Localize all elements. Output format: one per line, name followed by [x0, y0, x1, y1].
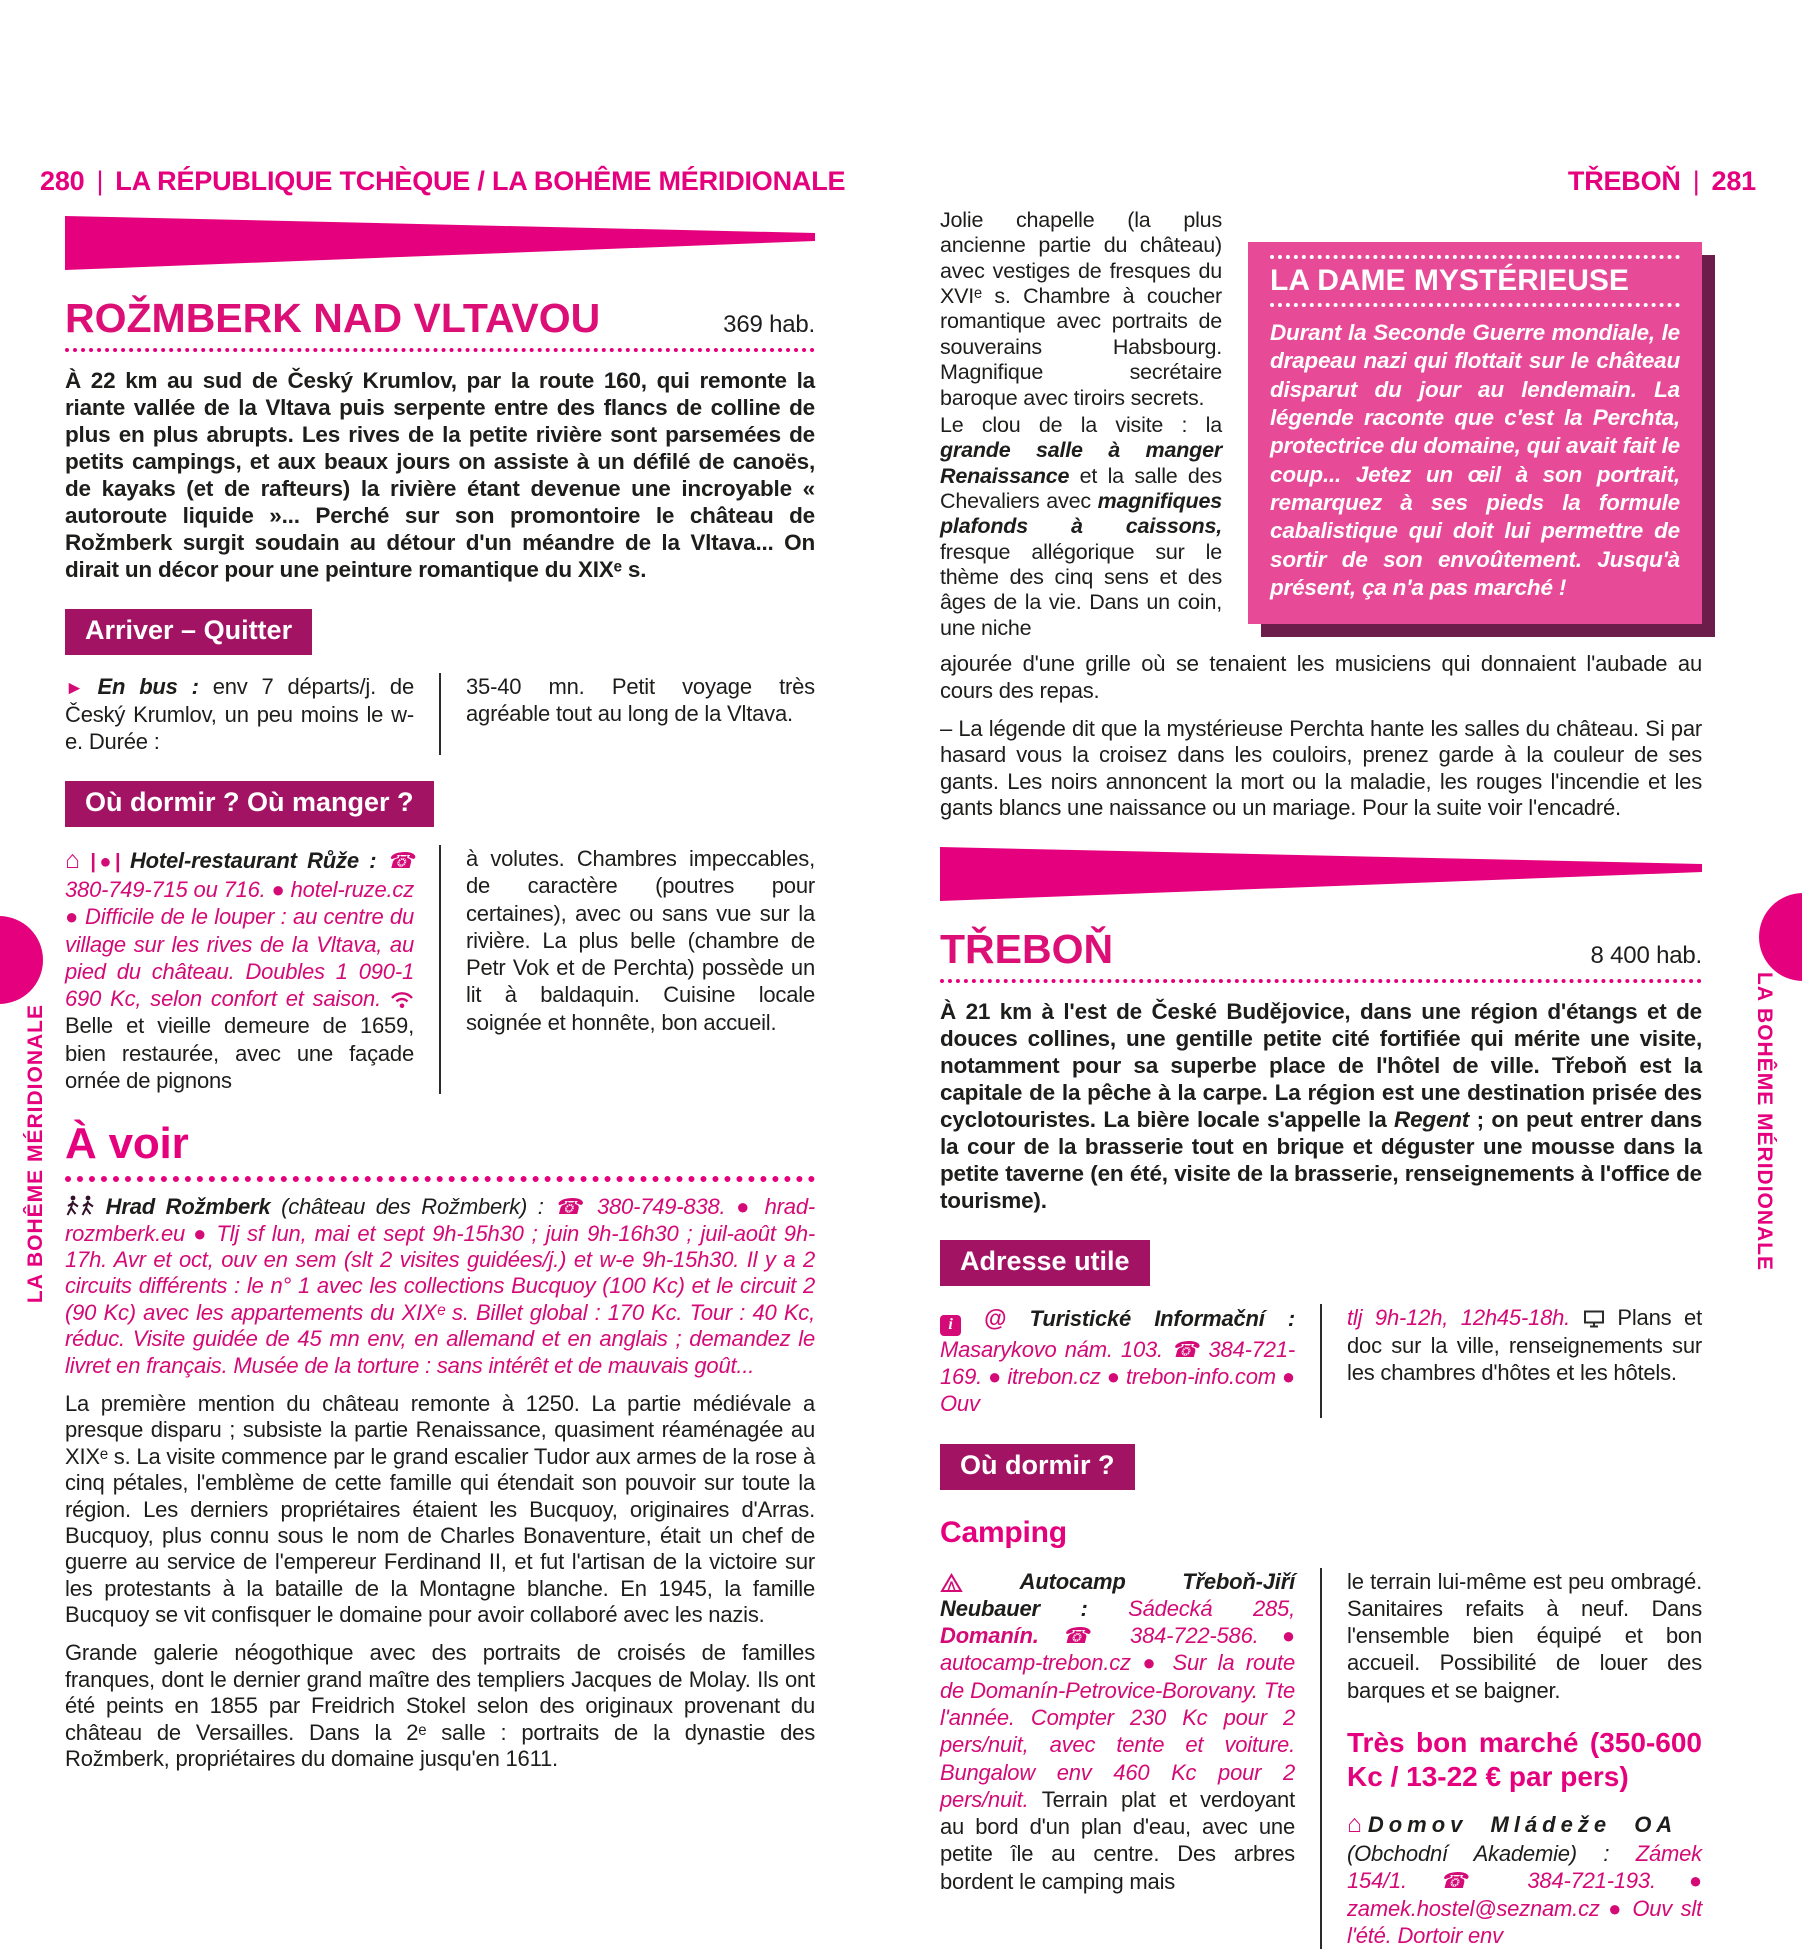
- tourist-info-entry: [940, 1304, 1295, 1417]
- opening-hours: tlj 9h-12h, 12h45-18h.: [1347, 1305, 1583, 1331]
- white-dotted-rule: [1270, 303, 1680, 307]
- city-title: ROŽMBERK NAD VLTAVOU: [65, 295, 601, 341]
- castle-gallery-paragraph: Grande galerie néogothique avec des portraits de croisés de familles franques, dont le dernier grand maître des templiers Jacques de Molay. Ils ont été peints en 1855 par Freidrich Stokel selon des originaux provenant du château de Versailles. Dans la 2ᵉ salle : portraits de la dynastie des Rožmberk, propriétaires du domaine jusqu'en 1611.: [65, 1640, 815, 1772]
- docs-icon: [1583, 1310, 1605, 1328]
- hostel-details: Zámek 154/1. ☎ 384-721-193. ● zamek.hostel@seznam.cz ● Ouv slt l'été. Dortoir env: [1347, 1841, 1702, 1948]
- arriver-col-1: [65, 673, 439, 755]
- dormir-col-1: [65, 845, 439, 1094]
- castle-entry: [65, 1194, 815, 1379]
- visit-text: fresque allégorique sur le thème des cinq sens et des âges de la vie. Dans un coin, une niche: [940, 539, 1222, 640]
- adresse-col-1: [940, 1304, 1320, 1417]
- hotel-entry: [65, 845, 414, 1094]
- hotel-name: Hotel-restaurant Růže :: [129, 848, 377, 874]
- section-heading-arriver: Arriver – Quitter: [65, 609, 312, 655]
- legend-paragraph: – La légende dit que la mystérieuse Perchta hante les salles du château. Si par hasard vous la croisez dans les couloirs, prenez garde à la couleur de ses gants. Les noirs annoncent la mort ou la maladie, les rouges l'incendie et les gants blancs une naissance ou un mariage. Pour la suite voir l'encadré.: [940, 715, 1702, 821]
- castle-details: ☎ 380-749-838. ● hrad-rozmberk.eu ● Tlj sf lun, mai et sept 9h-15h30 ; juin 9h-16h30 ; juil-août 9h-17h. Avr et oct, ouv en sem (slt 2 visites guidées/j.) et w-e 9h-15h30. Il y a 2 circuits différents : le n° 1 avec les collections Bucquoy (100 Kc) et le circuit 2 (90 Kc) avec les appartements du XIXᵉ s. Billet global : 170 Kc. Tour : 40 Kc, réduc. Visite guidée de 45 mn env, en allemand et en anglais ; demandez le livret en français. Musée de la torture : sans intérêt et de mauvais goût...: [65, 1194, 815, 1378]
- page-left: [65, 160, 815, 1772]
- hostel-name-paren: (Obchodní Akademie) :: [1347, 1841, 1636, 1867]
- population: 8 400 hab.: [1590, 942, 1702, 970]
- dotted-rule: [65, 1176, 815, 1182]
- domov-entry: [1347, 1809, 1702, 1949]
- hotel-details: ☎ 380-749-715 ou 716. ● hotel-ruze.cz ● Difficile de le louper : au centre du village sur les rives de la Vltava, au pied du château. Doubles 1 090-1 690 Kc, selon confort et saison.: [65, 848, 414, 1012]
- adresse-columns: [940, 1304, 1702, 1417]
- dormir-columns: [65, 845, 815, 1094]
- arriver-col-2: [439, 673, 815, 755]
- camping-col-2: [1320, 1568, 1702, 1949]
- city-banner-wedge: [940, 847, 1702, 901]
- dotted-rule: [940, 979, 1702, 983]
- dotted-rule: [65, 348, 815, 352]
- arrow-icon: ►: [65, 678, 84, 699]
- restaurant-icon: |●|: [90, 851, 120, 874]
- chapel-column: [940, 208, 1222, 641]
- tent-icon: [940, 1573, 963, 1592]
- sidebar-box-body: Durant la Seconde Guerre mondiale, le drapeau nazi qui flottait sur le château disparut du jour au lendemain. La légende raconte que c'est la Perchta, protectrice du domaine, qui avait fait le coup... Jetez un œil à son portrait, remarquez à ses pieds la formule cabalistique qui doit lui permettre de sortir de son envoûtement. Jusqu'à présent, ça n'a pas marché !: [1270, 320, 1680, 601]
- visit-bold-1: grande salle à manger Renaissance: [940, 438, 1222, 488]
- bus-entry-cont: 35-40 mn. Petit voyage très agréable tout au long de la Vltava.: [466, 674, 815, 727]
- margin-tab-circle-right: [1759, 893, 1802, 981]
- wifi-icon: [390, 990, 414, 1009]
- header-separator: |: [96, 166, 104, 196]
- bus-label: En bus :: [97, 674, 199, 699]
- page-number-right: 281: [1711, 166, 1756, 196]
- tourist-office-services: Plans et doc sur la ville, renseignements sur les chambres d'hôtes et les hôtels.: [1347, 1305, 1703, 1385]
- header-separator: |: [1692, 166, 1700, 196]
- camping-col-1: [940, 1568, 1320, 1949]
- visit-text: et la salle des Chevaliers avec: [940, 463, 1222, 513]
- city-title: TŘEBOŇ: [940, 926, 1114, 973]
- autocamp-description: Terrain plat et verdoyant au bord d'un plan d'eau, avec une petite île au centre. Des arbres bordent le camping mais: [940, 1786, 1295, 1894]
- city-title-row: [65, 295, 815, 341]
- at-icon: @: [984, 1305, 1007, 1332]
- castle-name: Hrad Rožmberk: [105, 1194, 271, 1220]
- page-right: [940, 160, 1702, 1949]
- autocamp-street: Sádecká 285,: [1087, 1595, 1295, 1621]
- chapel-paragraph: Jolie chapelle (la plus ancienne partie du château) avec vestiges de fresques du XVIᵉ s. Chambre à coucher romantique avec portraits de souverains Habsbourg. Magnifique secrétaire baroque avec tiroirs secrets.: [940, 208, 1222, 410]
- intro-text: À 21 km à l'est de České Budějovice, dans une région d'étangs et de douces collines, une gentille petite cité fortifiée qui mérite une visite, notamment pour sa superbe place de l'hôtel de ville. Třeboň est la capitale de la pêche à la carpe. La région est une destination prisée des cyclotouristes. La bière locale s'appelle la: [940, 999, 1702, 1133]
- beer-name: Regent: [1394, 1107, 1470, 1133]
- price-category-heading: Très bon marché (350-600 Kc / 13-22 € par pers): [1347, 1727, 1702, 1792]
- city-banner-wedge: [65, 216, 815, 270]
- city-title-row: [940, 926, 1702, 973]
- adresse-col-2: [1320, 1304, 1702, 1417]
- page-number-left: 280: [40, 166, 85, 196]
- info-icon: i: [940, 1315, 961, 1336]
- sidebar-box-title: LA DAME MYSTÉRIEUSE: [1270, 264, 1629, 297]
- autocamp-name: Autocamp Třeboň-Jiří Neubauer :: [940, 1568, 1295, 1621]
- top-section: [940, 208, 1702, 641]
- autocamp-locality: Domanín.: [940, 1623, 1039, 1649]
- hotel-icon: ⌂: [1347, 1810, 1362, 1839]
- city-intro: À 22 km au sud de Český Krumlov, par la route 160, qui remonte la riante vallée de la Vltava puis serpente entre des flancs de colline de plus en plus abrupts. Les rives de la petite rivière sont parsemées de petits campings, et aux beaux jours on assiste à un défilé de canoës, de kayaks (et de rafteurs) la rivière étant devenue une incroyable « autoroute liquide »... Perché sur son promontoire le château de Rožmberk surgit soudain au détour d'un méandre de la Vltava... On dirait un décor pour une peinture romantique du XIXᵉ s.: [65, 368, 815, 582]
- subsection-heading-camping: Camping: [940, 1515, 1067, 1549]
- hotel-entry-cont: à volutes. Chambres impeccables, de caractère (poutres pour certaines), avec ou sans vue sur la rivière. La plus belle (chambre de Petr Vok et de Perchta) possède un lit à baldaquin. Cuisine locale soignée et honnête, bon accueil.: [466, 846, 815, 1035]
- autocamp-entry: [940, 1568, 1295, 1895]
- arriver-columns: [65, 673, 815, 755]
- white-dotted-rule: [1270, 255, 1680, 259]
- header-right-title: TŘEBOŇ: [1567, 166, 1681, 196]
- bus-text: env 7 départs/j. de Český Krumlov, un peu moins le w-e. Durée :: [65, 674, 414, 754]
- castle-name-paren: (château des Rožmberk) :: [270, 1194, 544, 1220]
- autocamp-details: ☎ 384-722-586. ● autocamp-trebon.cz ● Sur la route de Domanín-Petrovice-Borovany. Tte l'année. Compter 230 Kc pour 2 pers/nuit, avec tente et voiture. Bungalow env 460 Kc pour 2 pers/nuit.: [940, 1623, 1295, 1812]
- niche-continuation: ajourée d'une grille où se tenaient les musiciens qui donnaient l'aubade au cours des repas.: [940, 651, 1702, 703]
- sidebar-label-right: LA BOHÊME MÉRIDIONALE: [1753, 972, 1776, 1272]
- hotel-icon: ⌂: [65, 846, 80, 875]
- population: 369 hab.: [723, 311, 815, 338]
- intro-text: ; on peut entrer dans la cour de la brasserie tout en brique et déguster une mousse dans la petite taverne (en été, visite de la brasserie, renseignements à l'office de tourisme).: [940, 1107, 1703, 1214]
- section-heading-adresse-utile: Adresse utile: [940, 1240, 1150, 1286]
- castle-history-paragraph: La première mention du château remonte à 1250. La partie médiévale a presque disparu ; subsiste la partie Renaissance, quasiment réaménagée au XIXᵉ s. La visite commence par le grand escalier Tudor aux armes de la rose à cinq pétales, l'emblème de cette famille qui étendait son pouvoir sur toute la région. Les derniers propriétaires étaient les Bucquoy, originaires d'Arras. Bucquoy, plus connu sous le nom de Charles Bonaventure, était un chef de guerre au service de l'empereur Ferdinand II, et fut l'artisan de la victoire sur les protestants à la bataille de la Montagne blanche. En 1945, la famille Bucquoy se vit confisquer le domaine pour avoir collaboré avec les nazis.: [65, 1390, 815, 1628]
- routard-walker-icon: [65, 1195, 80, 1217]
- visit-text: Le clou de la visite : la: [940, 412, 1222, 437]
- hostel-name: Domov Mládeže OA: [1367, 1812, 1678, 1838]
- tourist-info-cont: [1347, 1304, 1702, 1386]
- autocamp-description-cont: le terrain lui-même est peu ombragé. Sanitaires refaits à neuf. Dans l'ensemble bien équipé et bon accueil. Possibilité de louer des barques et se baigner.: [1347, 1568, 1702, 1703]
- routard-walker-icon: [80, 1195, 95, 1217]
- visit-highlight-paragraph: [940, 413, 1222, 641]
- tourist-office-details: Masarykovo nám. 103. ☎ 384-721-169. ● itrebon.cz ● trebon-info.com ● Ouv: [940, 1336, 1295, 1417]
- section-heading-ou-dormir: Où dormir ?: [940, 1444, 1135, 1490]
- bus-entry: [65, 673, 414, 755]
- camping-columns: [940, 1568, 1702, 1949]
- city-intro: [940, 998, 1702, 1214]
- header-left-title: LA RÉPUBLIQUE TCHÈQUE / LA BOHÊME MÉRIDIONALE: [115, 166, 846, 196]
- sidebar-box-dame-mysterieuse: [1248, 242, 1702, 624]
- hotel-description: Belle et vieille demeure de 1659, bien restaurée, avec une façade ornée de pignons: [65, 1013, 414, 1093]
- section-heading-dormir-manger: Où dormir ? Où manger ?: [65, 781, 434, 827]
- margin-tab-circle-left: [0, 916, 43, 1004]
- tourist-office-name: Turistické Informační :: [1029, 1306, 1295, 1332]
- visit-bold-2: magnifiques plafonds à caissons,: [940, 488, 1222, 539]
- section-heading-avoir: À voir: [65, 1119, 189, 1169]
- dormir-col-2: [439, 845, 815, 1094]
- sidebar-label-left: LA BOHÊME MÉRIDIONALE: [24, 1004, 47, 1304]
